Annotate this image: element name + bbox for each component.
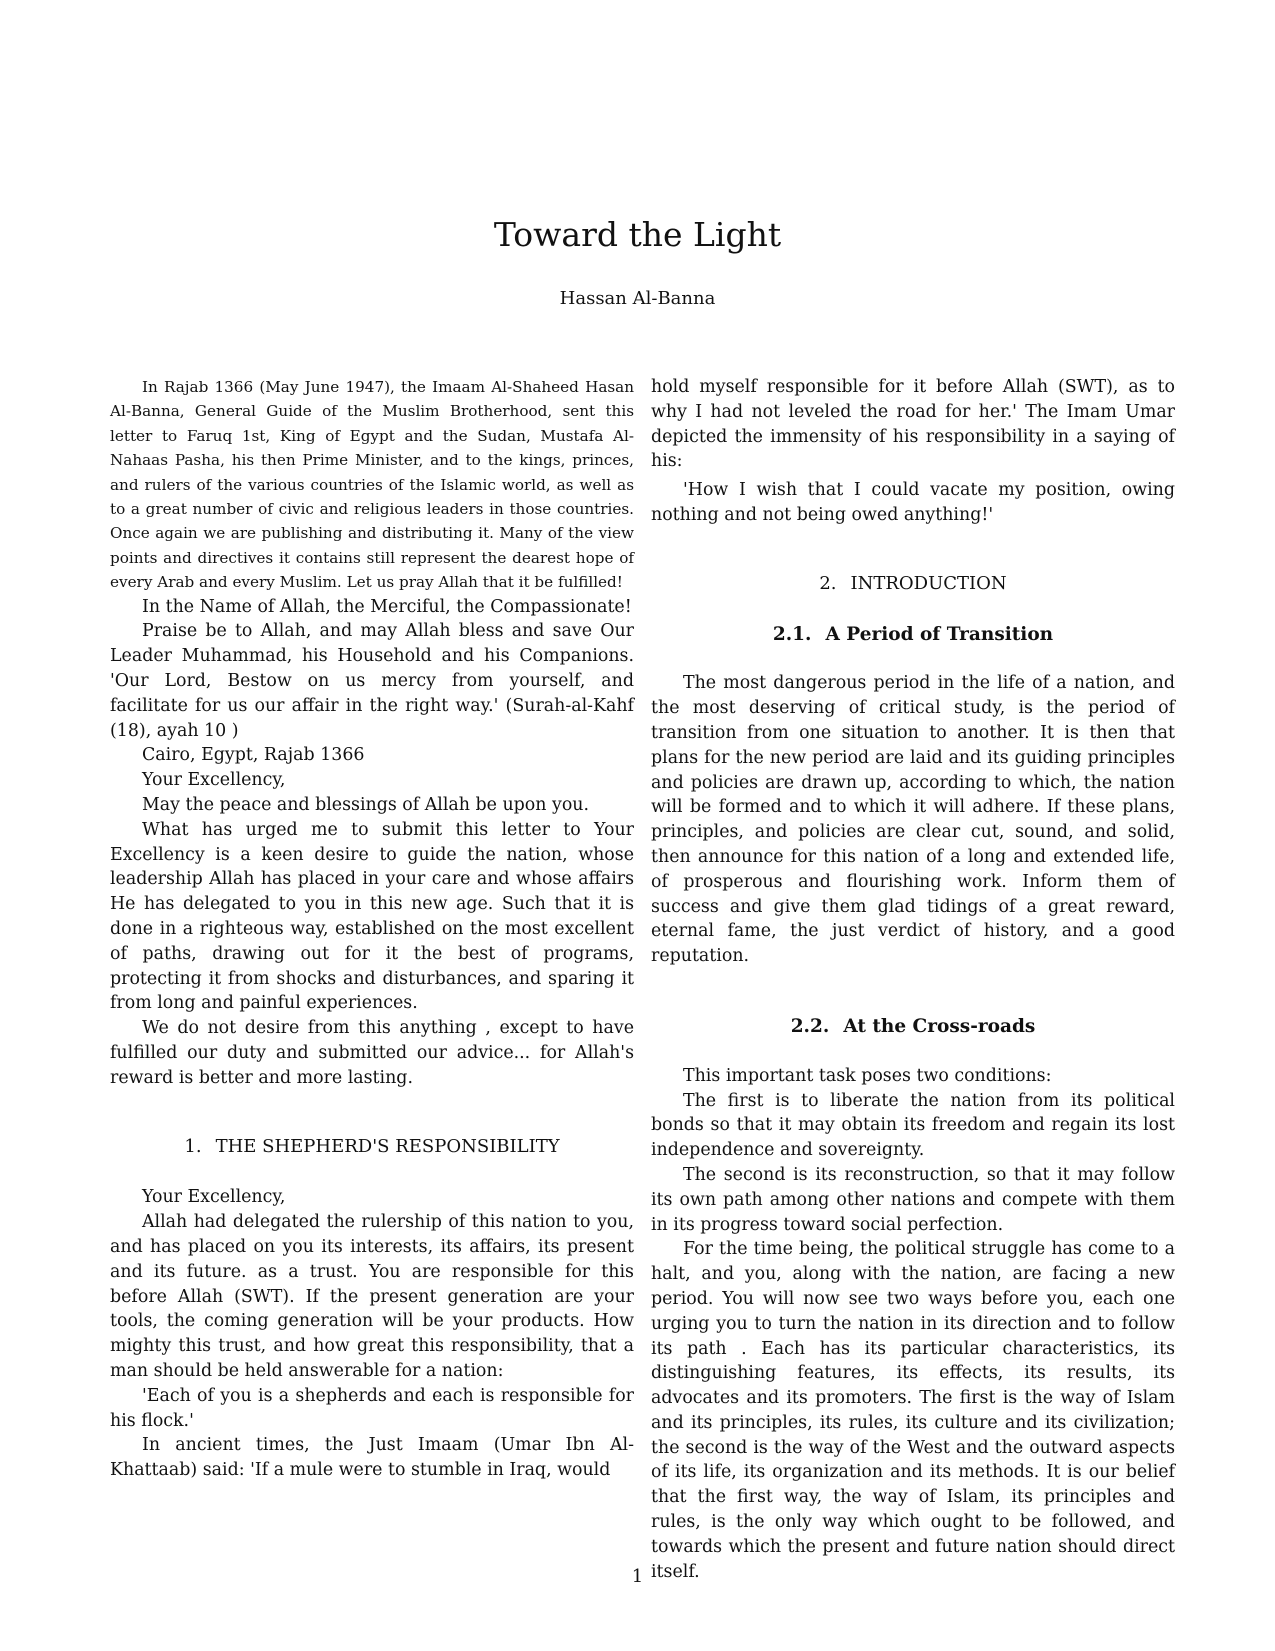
subsection-heading [651,623,1175,648]
body-paragraph: Your Excellency, [142,1187,286,1208]
body-paragraph: The most dangerous period in the life of a nation, and the most deserving of critical study, is the period of transition from one situation to another. It is then that plans for the new period are laid and its guiding principles and policies are drawn up, according to which, the nation will be formed and to which it will adhere. If these plans, principles, and policies are clear cut, sound, and solid, then announce for this nation of a long and extended life, of prosperous and flourishing work. Inform them of success and give them glad tidings of a great reward, eternal fame, the just verdict of history, and a good reputation. [651,673,1175,967]
section-title: THE SHEPHERD'S RESPONSIBILITY [215,1135,560,1157]
left-column [110,375,634,1483]
body-paragraph: This important task poses two conditions: [683,1065,1052,1086]
author-name: Hassan Al-Banna [559,288,716,309]
section-heading [651,572,1175,597]
opening-paragraph: Praise be to Allah, and may Allah bless and save Our Leader Muhammad, his Household and his Companions. 'Our Lord, Bestow on us mercy from yourself, and facilitate for us our affair in the right way.' (Surah-al-Kahf (18), ayah 10 ) [110,621,634,741]
subsection-title: A Period of Transition [825,623,1054,645]
body-paragraph: 'Each of you is a shepherds and each is responsible for his flock.' [110,1385,634,1431]
body-paragraph: The first is to liberate the nation from its political bonds so that it may obtain its freedom and regain its lost independence and sovereignty. [651,1090,1175,1161]
subsection-number: 2.1. [772,623,812,645]
opening-paragraph: Cairo, Egypt, Rajab 1366 [142,745,365,766]
opening-paragraph: Your Excellency, [142,770,286,791]
subsection-heading [651,1015,1175,1040]
subsection-number: 2.2. [790,1015,830,1037]
opening-paragraph: May the peace and blessings of Allah be upon you. [142,795,590,816]
opening-paragraph: In the Name of Allah, the Merciful, the Compassionate! [142,596,632,617]
quote: 'How I wish that I could vacate my position, owing nothing and not being owed anything!' [651,480,1175,525]
section-number: 2. [819,572,837,594]
section-title: INTRODUCTION [850,572,1007,594]
page-number: 1 [631,1566,644,1587]
subsection-title: At the Cross-roads [843,1015,1036,1037]
opening-paragraph: What has urged me to submit this letter to Your Excellency is a keen desire to guide the nation, whose leadership Allah has placed in your care and whose affairs He has delegated to you in this new age. Such that it is done in a righteous way, established on the most excellent of paths, drawing out for it the best of programs, protecting it from shocks and disturbances, and sparing it from long and painful experiences. [110,819,634,1014]
body-paragraph: For the time being, the political struggle has come to a halt, and you, along with the nation, are facing a new period. You will now see two ways before you, each one urging you to turn the nation in its direction and to follow its path . Each has its particular characteristics, its distinguishing features, its effects, its results, its advocates and its promoters. The first is the way of Islam and its principles, its rules, its culture and its civilization; the second is the way of the West and the outward aspects of its life, its organization and its methods. It is our belief that the first way, the way of Islam, its principles and rules, is the only way which ought to be followed, and towards which the present and future nation should direct itself. [651,1239,1175,1582]
body-paragraph: The second is its reconstruction, so that it may follow its own path among other nations and compete with them in its progress toward social perfection. [651,1164,1175,1235]
right-column [651,375,1175,1584]
section-number: 1. [184,1135,202,1157]
body-paragraph-split-left: In ancient times, the Just Imaam (Umar Ibn Al-Khattaab) said: 'If a mule were to stumble in Iraq, would [110,1435,634,1481]
section-heading [110,1135,634,1160]
body-paragraph: Allah had delegated the rulership of this nation to you, and has placed on you its interests, its affairs, its present and its future. as a trust. You are responsible for this before Allah (SWT). If the present generation are your tools, the coming generation will be your products. How mighty this trust, and how great this responsibility, that a man should be held answerable for a nation: [110,1212,634,1381]
body-paragraph-split-right: hold myself responsible for it before Allah (SWT), as to why I had not leveled the road for her.' The Imam Umar depicted the immensity of his responsibility in a saying of his: [651,377,1175,472]
abstract: In Rajab 1366 (May June 1947), the Imaam Al-Shaheed Hasan Al-Banna, General Guide of the Muslim Brotherhood, sent this letter to Faruq 1st, King of Egypt and the Sudan, Mustafa Al-Nahaas Pasha, his then Prime Minister, and to the kings, princes, and rulers of the various countries of the Islamic world, as well as to a great number of civic and religious leaders in those countries. Once again we are publishing and distributing it. Many of the view points and directives it contains still represent the dearest hope of every Arab and every Muslim. Let us pray Allah that it be fulfilled! [110,378,634,592]
opening-paragraph: We do not desire from this anything , except to have fulfilled our duty and submitted our advice... for Allah's reward is better and more lasting. [110,1018,634,1088]
document-title: Toward the Light [493,215,782,254]
